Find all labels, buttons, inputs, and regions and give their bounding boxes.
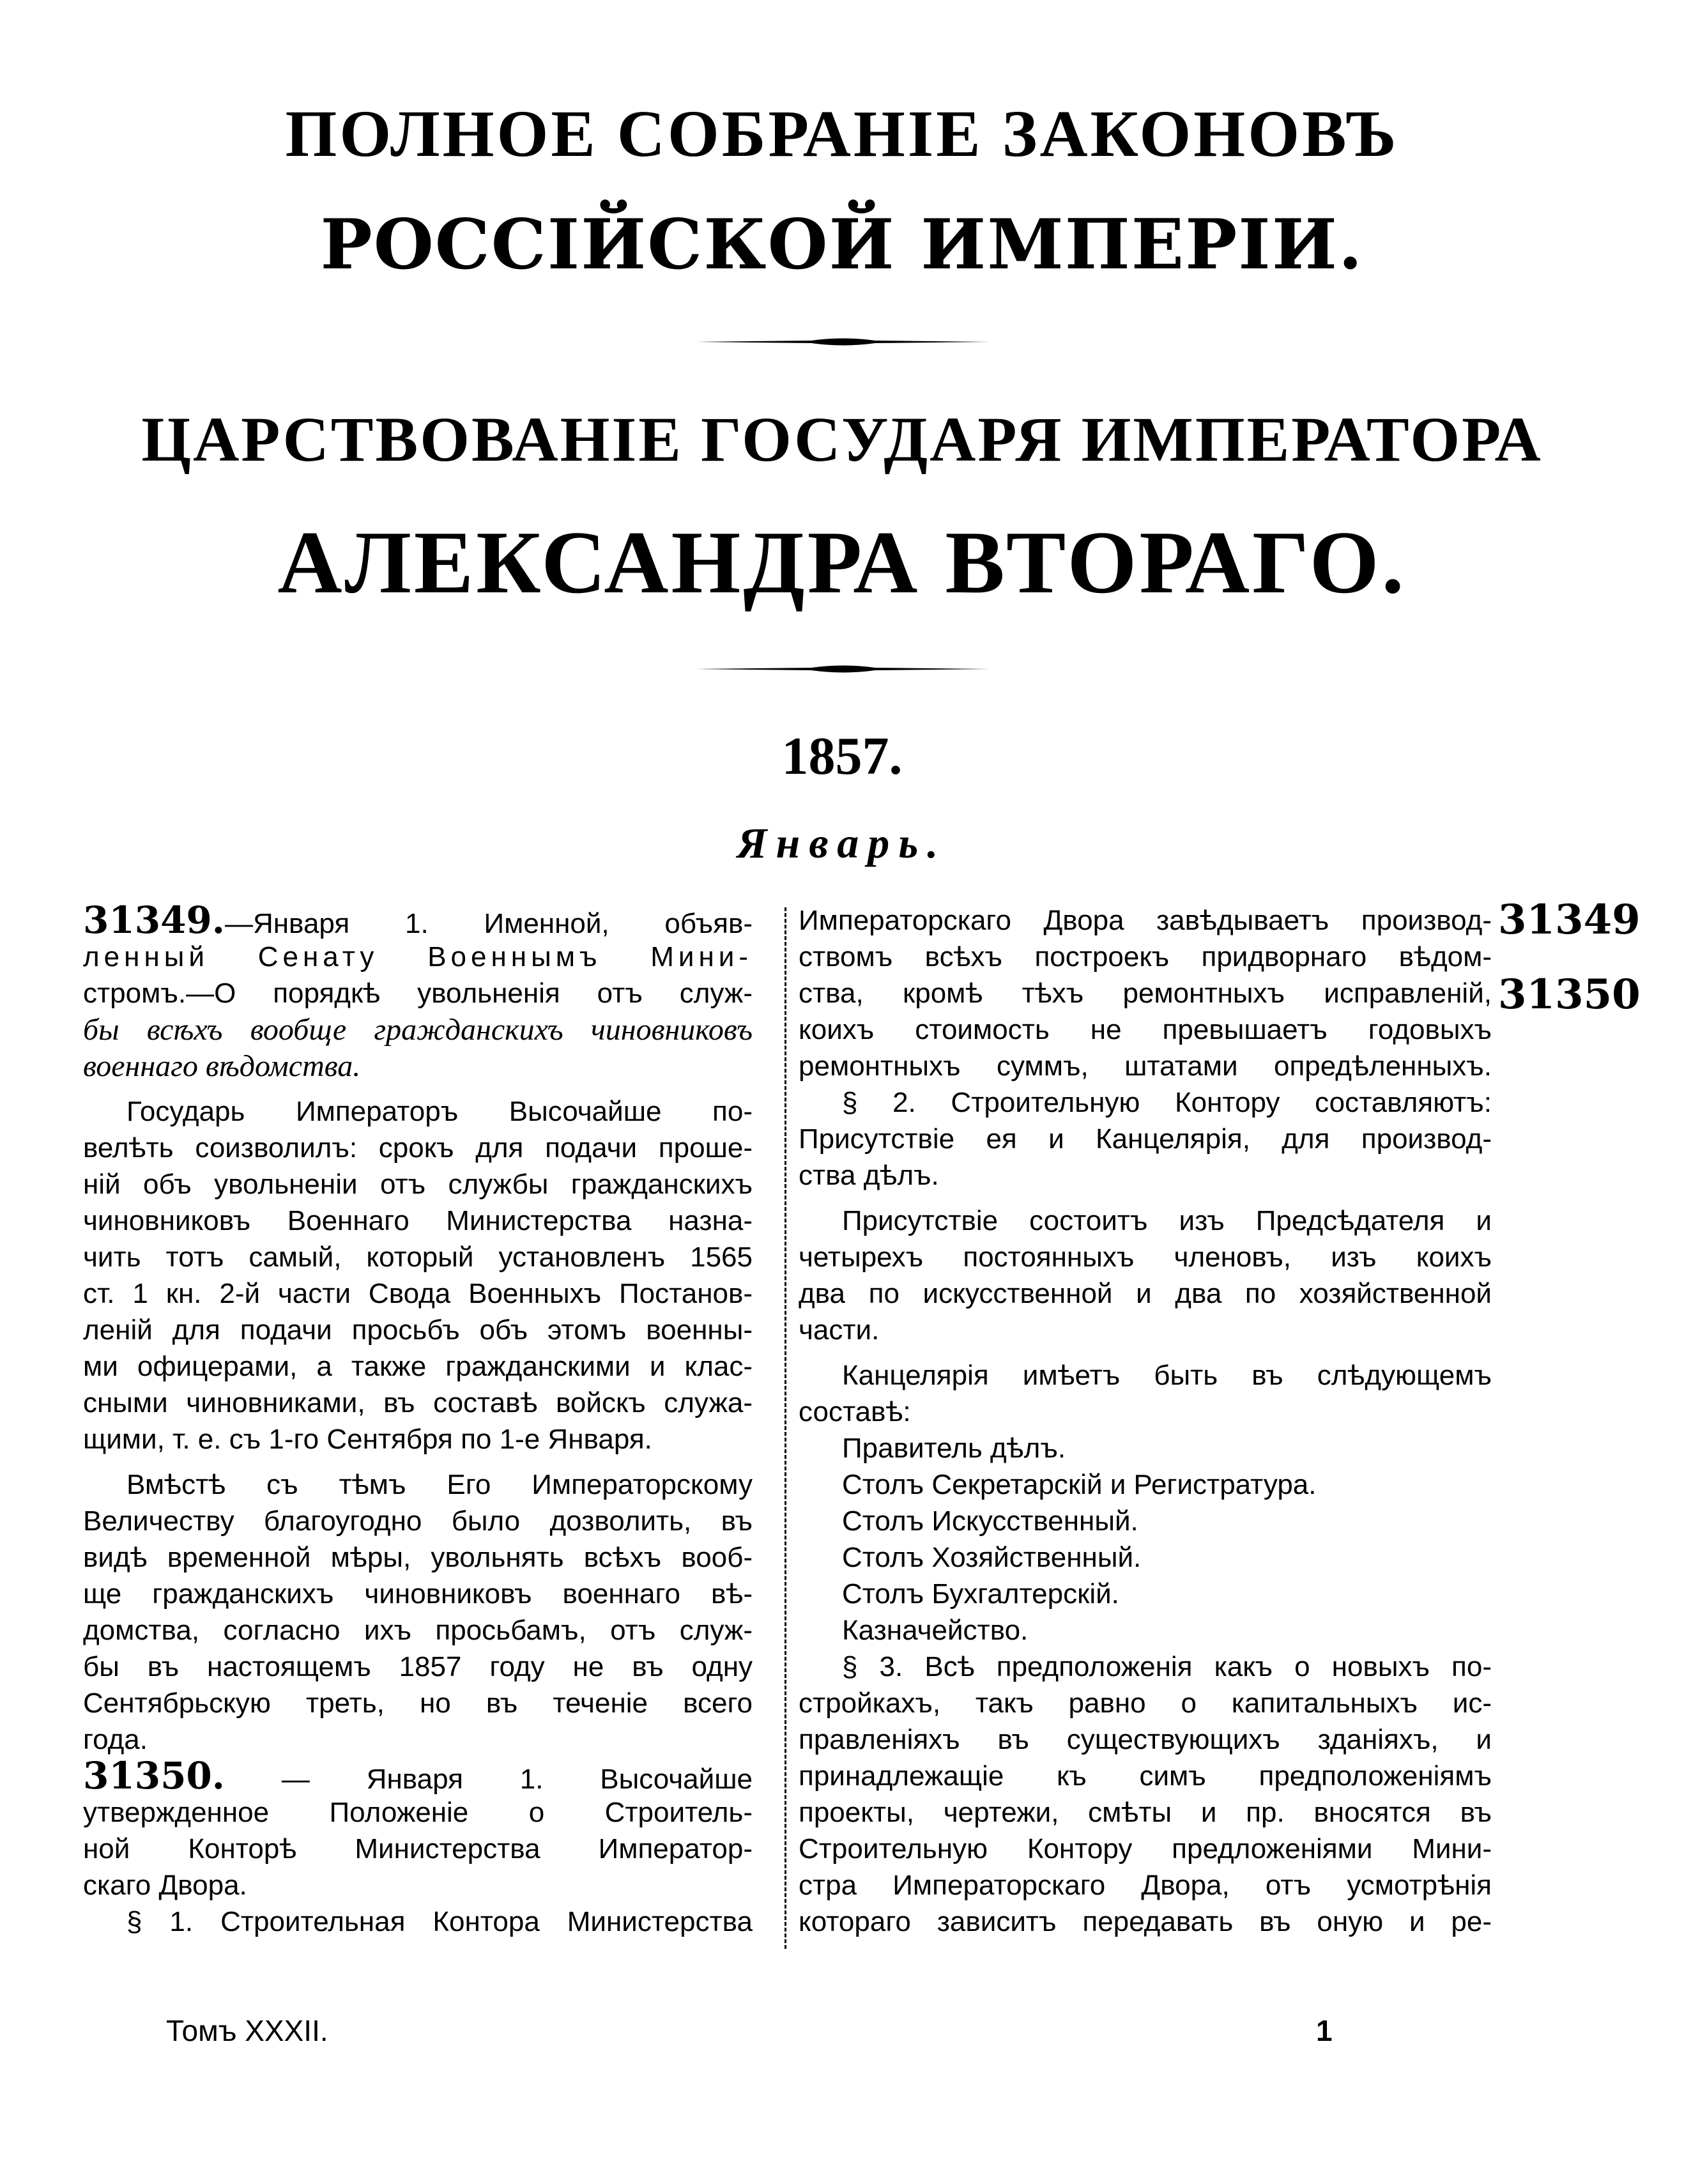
year-heading: 1857. xyxy=(781,727,903,786)
text-line: видѣ временной мѣры, увольнять всѣхъ вооб- xyxy=(83,1542,753,1573)
text-line: Строительную Контору предложеніями Мини- xyxy=(799,1833,1492,1865)
left-column xyxy=(83,898,753,1940)
text-line xyxy=(83,1754,753,1797)
text-line: § 2. Строительную Контору составляютъ: xyxy=(842,1087,1492,1118)
text-line: леній для подачи просьбъ объ этомъ военны- xyxy=(83,1314,753,1346)
text-line: ства дѣлъ. xyxy=(799,1160,939,1191)
text-line: Столъ Секретарскій и Регистратура. xyxy=(842,1469,1317,1500)
text-line: четырехъ постоянныхъ членовъ, изъ коихъ xyxy=(799,1242,1492,1273)
text-line: Государь Императоръ Высочайше по- xyxy=(126,1096,753,1127)
text-line: домства, согласно ихъ просьбамъ, отъ служ- xyxy=(83,1615,753,1646)
text-line: коихъ стоимость не превышаетъ годовыхъ xyxy=(799,1014,1492,1045)
text-line: военнаго вѣдомства. xyxy=(83,1049,361,1083)
text-line: ства, кромѣ тѣхъ ремонтныхъ исправленій, xyxy=(799,978,1492,1009)
collection-subtitle: РОССІЙСКОЙ ИМПЕРІИ. xyxy=(320,204,1364,285)
text-line: Правитель дѣлъ. xyxy=(842,1433,1066,1464)
text-line: стромъ.—О порядкѣ увольненія отъ служ- xyxy=(83,978,753,1009)
text-line: бы всѣхъ вообще гражданскихъ чиновниковъ xyxy=(83,1013,753,1047)
text-line: части. xyxy=(799,1314,880,1346)
text-line: два по искусственной и два по хозяйственной xyxy=(799,1278,1492,1309)
law-number: 31349. xyxy=(83,898,225,942)
text-line: принадлежащіе къ симъ предположеніямъ xyxy=(799,1760,1492,1792)
text-line: Величеству благоугодно было дозволить, въ xyxy=(83,1505,753,1537)
text-line: года. xyxy=(83,1724,148,1755)
month-heading: Январь. xyxy=(737,819,947,867)
text-line: бы въ настоящемъ 1857 году не въ одну xyxy=(83,1651,753,1682)
text-line: Столъ Бухгалтерскій. xyxy=(842,1578,1119,1610)
text-line: Канцелярія имѣетъ быть въ слѣдующемъ xyxy=(842,1360,1492,1391)
text-line: ствомъ всѣхъ построекъ придворнаго вѣдом- xyxy=(799,941,1492,973)
text-line: ленный Сенату Военнымъ Мини- xyxy=(83,941,753,973)
text-line: § 1. Строительная Контора Министерства xyxy=(126,1906,753,1937)
text-line: котораго зависитъ передавать въ оную и ре- xyxy=(799,1906,1492,1937)
paragraph-gap xyxy=(799,1194,1492,1203)
text-line: щими, т. е. съ 1-го Сентября по 1-е Января. xyxy=(83,1424,652,1455)
text-line: Сентябрьскую треть, но въ теченіе всего xyxy=(83,1688,753,1719)
line-text: — Января 1. Высочайше xyxy=(224,1764,753,1795)
text-line: ной Конторѣ Министерства Император- xyxy=(83,1833,753,1865)
text-line: проекты, чертежи, смѣты и пр. вносятся въ xyxy=(799,1797,1492,1828)
text-line: Столъ Хозяйственный. xyxy=(842,1542,1142,1573)
text-line: составѣ: xyxy=(799,1396,911,1427)
text-line: ремонтныхъ суммъ, штатами опредѣленныхъ. xyxy=(799,1050,1492,1082)
text-line: сными чиновниками, въ составѣ войскъ служа- xyxy=(83,1387,753,1419)
paragraph-gap xyxy=(83,1084,753,1093)
text-line: утвержденное Положеніе о Строитель- xyxy=(83,1797,753,1828)
volume-label: Томъ XXXII. xyxy=(166,2014,328,2047)
text-line: ній объ увольненіи отъ службы гражданскихъ xyxy=(83,1169,753,1200)
text-line xyxy=(83,898,753,942)
line-text: —Января 1. Именной, объяв- xyxy=(224,908,753,939)
text-line: чиновниковъ Военнаго Министерства назна- xyxy=(83,1205,753,1236)
text-line: стра Императорскаго Двора, отъ усмотрѣнія xyxy=(799,1870,1492,1901)
emperor-name: АЛЕКСАНДРА ВТОРАГО. xyxy=(277,513,1407,612)
text-line: Присутствіе состоитъ изъ Предсѣдателя и xyxy=(842,1205,1492,1236)
text-line: стройкахъ, такъ равно о капитальныхъ ис- xyxy=(799,1688,1492,1719)
paragraph-gap xyxy=(83,1457,753,1466)
text-line: ми офицерами, а также гражданскими и клас- xyxy=(83,1351,753,1382)
text-line: чить тотъ самый, который установленъ 1565 xyxy=(83,1242,753,1273)
reign-heading: ЦАРСТВОВАНІЕ ГОСУДАРЯ ИМПЕРАТОРА xyxy=(141,404,1543,475)
text-line: ст. 1 кн. 2-й части Свода Военныхъ Постанов- xyxy=(83,1278,753,1309)
law-number: 31350. xyxy=(83,1754,225,1797)
column-divider xyxy=(785,907,786,1949)
text-line: ще гражданскихъ чиновниковъ военнаго вѣ- xyxy=(83,1578,753,1610)
page-number: 1 xyxy=(1316,2014,1333,2047)
margin-law-number: 31350 xyxy=(1498,971,1641,1019)
text-line: велѣть соизволилъ: срокъ для подачи проше- xyxy=(83,1132,753,1164)
text-line: Вмѣстѣ съ тѣмъ Его Императорскому xyxy=(126,1469,753,1500)
text-line: § 3. Всѣ предположенія какъ о новыхъ по- xyxy=(842,1651,1492,1682)
text-line: правленіяхъ въ существующихъ зданіяхъ, и xyxy=(799,1724,1492,1755)
text-line: скаго Двора. xyxy=(83,1870,247,1901)
ornament-divider xyxy=(696,337,990,346)
margin-law-number: 31349 xyxy=(1498,896,1641,944)
text-line: Казначейство. xyxy=(842,1615,1029,1646)
right-column xyxy=(799,902,1492,1940)
collection-title: ПОЛНОЕ СОБРАНІЕ ЗАКОНОВЪ xyxy=(285,97,1399,171)
text-line: Присутствіе ея и Канцелярія, для производ- xyxy=(799,1123,1492,1155)
paragraph-gap xyxy=(799,1348,1492,1357)
ornament-divider xyxy=(696,665,990,673)
text-line: Столъ Искусственный. xyxy=(842,1505,1138,1537)
text-line: Императорскаго Двора завѣдываетъ производ- xyxy=(799,905,1492,936)
